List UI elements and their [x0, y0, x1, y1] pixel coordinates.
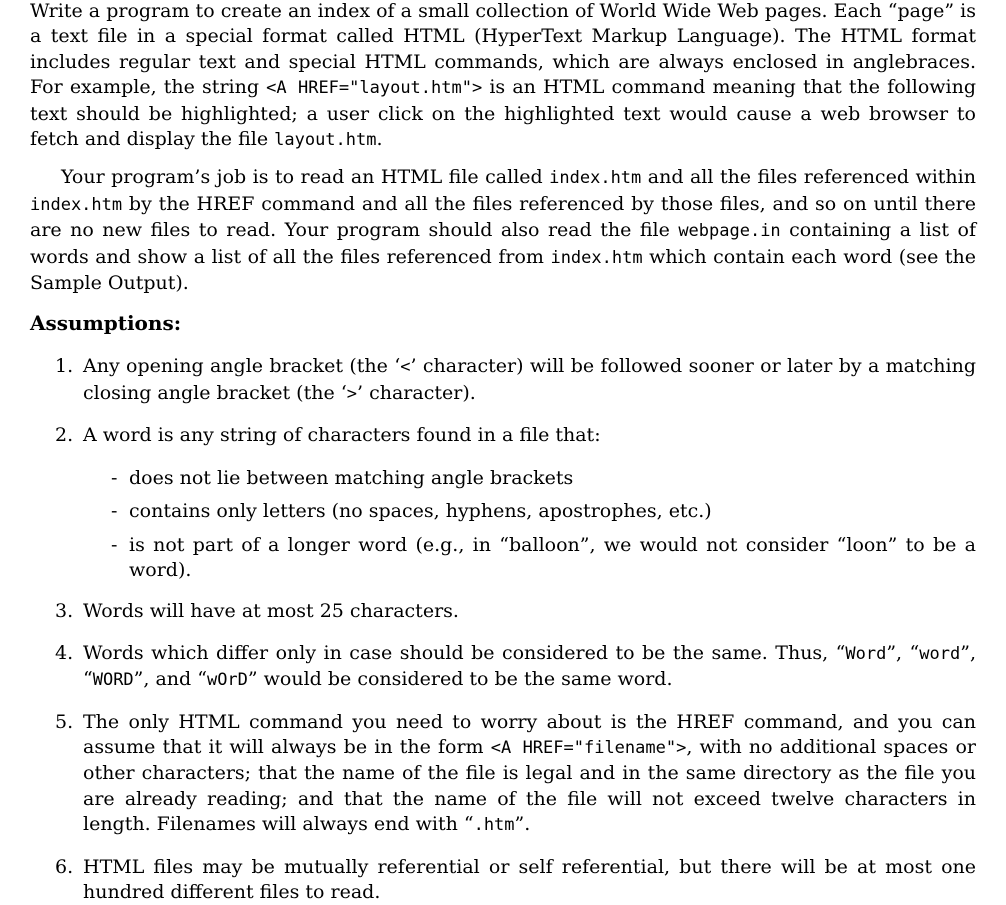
text-run: ”, “ [83, 641, 976, 691]
assumptions-heading: Assumptions: [30, 311, 182, 336]
code-href-form: <A HREF="filename"> [490, 737, 687, 758]
code-filename: index.htm [550, 247, 643, 268]
code-char: < [400, 357, 411, 378]
item-number: 6. [55, 855, 74, 878]
text-run: ’ character). [357, 381, 476, 404]
text-run: containing a list of words and show a list of all the files referenced from [30, 219, 976, 268]
list-item [30, 354, 976, 407]
text-run: ’ character) will be followed sooner or later by a matching closing angle bracket (the ‘ [83, 355, 976, 404]
code-filename: index.htm [30, 194, 123, 215]
sub-list [83, 466, 976, 584]
code-filename: layout.htm [274, 130, 377, 151]
item-text [83, 710, 976, 839]
item-text: HTML files may be mutually referential or self referential, but there will be at most one hundred different files to read. [83, 855, 976, 903]
text-run: Words which differ only in case should be considered to be the same. Thus, “ [83, 641, 846, 664]
text-run: by the HREF command and all the files referenced by those files, and so on until there are no new files to read. Your program should also read the file [30, 192, 976, 242]
item-number: 1. [55, 355, 74, 378]
text-run: which contain each word (see the Sample Output). [30, 245, 976, 295]
text-run: . [376, 128, 383, 151]
text-run: and all the files referenced within [641, 166, 976, 189]
code-word: wOrD [206, 670, 248, 691]
item-text: A word is any string of characters found in a file that: [83, 424, 601, 447]
document-page [30, 0, 976, 905]
list-item [30, 423, 976, 583]
list-item [30, 641, 976, 694]
intro-paragraph-2 [30, 165, 976, 296]
sub-list-item [83, 499, 976, 524]
code-word: word [919, 643, 961, 664]
item-number: 2. [55, 424, 74, 447]
text-run: ”, and “ [133, 668, 207, 691]
text-run: Your program’s job is to read an HTML file called [61, 166, 550, 189]
sub-list-item [83, 466, 976, 491]
sub-item-text: does not lie between matching angle brackets [129, 466, 574, 489]
assumptions-list [30, 354, 976, 905]
code-extension: .htm [473, 815, 515, 836]
text-run: The only HTML command you need to worry about is the HREF command, and you can assume that it will always be in the form [83, 710, 976, 758]
code-filename: index.htm [549, 168, 642, 189]
code-href-example: <A HREF="layout.htm"> [266, 78, 483, 99]
text-run: Write a program to create an index of a small collection of World Wide Web pages. Each “page” is a text file in a special format called HTML (HyperText Markup Language). The HTML format includes regular text and special HTML commands, which are always enclosed in anglebraces. For example, the string [30, 0, 976, 99]
list-item [30, 710, 976, 839]
text-run: Any opening angle bracket (the ‘ [83, 355, 401, 378]
code-word: WORD [92, 670, 134, 691]
list-item [30, 855, 976, 905]
item-text [83, 641, 976, 694]
dash-marker: - [111, 466, 118, 489]
text-run: ”, “ [886, 641, 920, 664]
sub-item-text: contains only letters (no spaces, hyphens, apostrophes, etc.) [129, 500, 712, 523]
item-number: 5. [55, 710, 74, 733]
intro-paragraph-1 [30, 0, 976, 153]
item-text [83, 354, 976, 407]
item-number: 4. [55, 641, 74, 664]
text-run: ” would be considered to be the same word. [247, 668, 673, 691]
item-text: Words will have at most 25 characters. [83, 600, 459, 623]
dash-marker: - [111, 500, 118, 523]
sub-item-text: is not part of a longer word (e.g., in “balloon”, we would not consider “loon” to be a word). [129, 533, 976, 581]
code-char: > [346, 383, 358, 404]
sub-list-item [83, 533, 976, 584]
item-number: 3. [55, 600, 74, 623]
code-filename: webpage.in [678, 221, 781, 242]
text-run: is an HTML command meaning that the following text should be highlighted; a user click on the highlighted text would cause a web browser to fetch and display the file [30, 76, 976, 151]
text-run: ”. [514, 813, 531, 836]
text-run: , with no additional spaces or other characters; that the name of the file is legal and in the same directory as the file you are already reading; and that the name of the file will not exceed twelve characters in length. Filenames will always end with “ [83, 735, 976, 836]
dash-marker: - [111, 533, 118, 556]
code-word: Word [845, 643, 887, 664]
list-item [30, 599, 976, 624]
